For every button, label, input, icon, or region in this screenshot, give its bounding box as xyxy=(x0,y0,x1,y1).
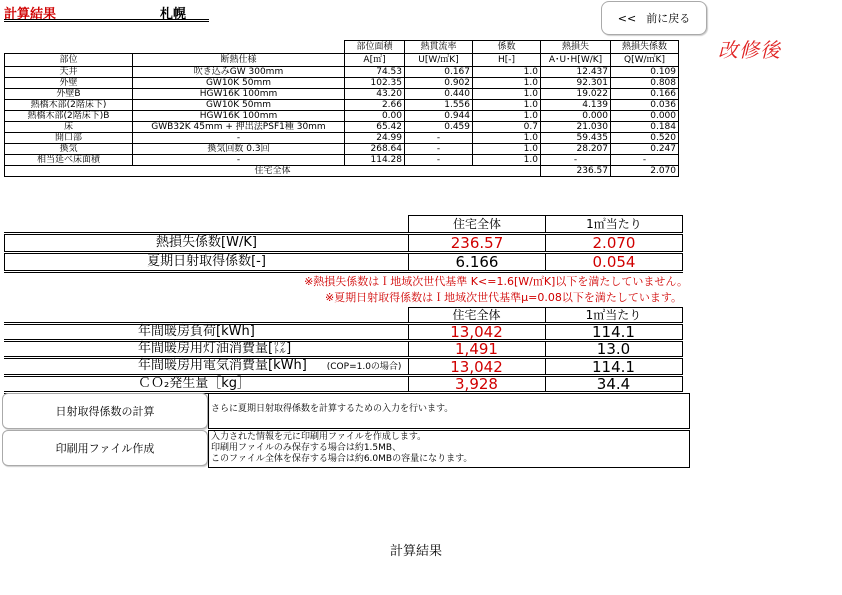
table-cell: 268.64 xyxy=(345,144,405,155)
table-cell: HGW16K 100mm xyxy=(133,111,345,122)
col-header: 断熱仕様 xyxy=(133,54,345,67)
energy-row xyxy=(4,358,682,376)
energy-label-cell xyxy=(4,341,408,358)
energy-total: 13,042 xyxy=(408,324,545,341)
col-header: 1㎡当たり xyxy=(546,216,683,234)
table-cell: 吹き込みGW 300mm xyxy=(133,67,345,78)
revised-mark: 改修後 xyxy=(718,38,781,62)
summary-per-m2: 0.054 xyxy=(546,253,683,272)
table-cell: 74.53 xyxy=(345,67,405,78)
total-coef: 2.070 xyxy=(611,166,679,177)
table-row xyxy=(5,78,679,89)
energy-per_m2: 34.4 xyxy=(545,376,682,393)
table-cell: 43.20 xyxy=(345,89,405,100)
table-cell: 0.440 xyxy=(405,89,473,100)
table-cell: HGW16K 100mm xyxy=(133,89,345,100)
table-cell: 12.437 xyxy=(541,67,611,78)
table-cell: 1.0 xyxy=(473,89,541,100)
energy-table xyxy=(4,307,683,394)
col-header: 1㎡当たり xyxy=(545,308,682,324)
table-cell: 0.459 xyxy=(405,122,473,133)
col-header: A･U･H[W/K] xyxy=(541,54,611,67)
energy-label: 年間暖房負荷[kWh] xyxy=(138,324,255,339)
table-cell: 1.556 xyxy=(405,100,473,111)
table-cell: 0.902 xyxy=(405,78,473,89)
table-cell: 0.000 xyxy=(611,111,679,122)
table-cell: 相当延べ床面積 xyxy=(5,155,133,166)
table-cell: 0.000 xyxy=(541,111,611,122)
table-cell: 換気 xyxy=(5,144,133,155)
table-cell: 熱橋木部(2階床下) xyxy=(5,100,133,111)
table-cell: - xyxy=(611,155,679,166)
desc-line: さらに夏期日射取得係数を計算するための入力を行います。 xyxy=(211,404,454,414)
total-label: 住宅全体 xyxy=(5,166,541,177)
table-cell: - xyxy=(541,155,611,166)
table-cell: 0.166 xyxy=(611,89,679,100)
table-cell: 1.0 xyxy=(473,111,541,122)
energy-label-cell xyxy=(4,324,408,341)
table-cell: 1.0 xyxy=(473,133,541,144)
back-button-label: 前に戻る xyxy=(646,12,691,25)
table-cell: 0.520 xyxy=(611,133,679,144)
table-cell: GWB32K 45mm + 押出法PSF1種 30mm xyxy=(133,122,345,133)
col-header: 熱貫流率 xyxy=(405,41,473,54)
table-row xyxy=(5,89,679,100)
table-cell: 102.35 xyxy=(345,78,405,89)
energy-row xyxy=(4,341,682,358)
energy-per_m2: 13.0 xyxy=(545,341,682,358)
energy-label: 年間暖房用灯油消費量[㍑] xyxy=(138,341,292,356)
summary-label: 熱損失係数[W/K] xyxy=(5,234,409,253)
energy-sublabel: (COP=1.0の場合) xyxy=(326,362,402,372)
col-header: 住宅全体 xyxy=(409,216,546,234)
table-cell: 0.184 xyxy=(611,122,679,133)
table-cell: 1.0 xyxy=(473,78,541,89)
table-row xyxy=(5,100,679,111)
energy-per_m2: 114.1 xyxy=(545,358,682,376)
back-button[interactable] xyxy=(601,1,707,35)
col-header: 熱損失係数 xyxy=(611,41,679,54)
total-row xyxy=(5,166,679,177)
energy-label-cell xyxy=(4,358,408,376)
desc-line: 入力された情報を元に印刷用ファイルを作成します。 xyxy=(211,432,427,442)
col-header: H[-] xyxy=(473,54,541,67)
warning-note: ※熱損失係数はＩ地域次世代基準 K<=1.6[W/㎡K]以下を満たしていません。 xyxy=(304,275,688,288)
table-cell: 外壁 xyxy=(5,78,133,89)
table-cell: - xyxy=(405,133,473,144)
table-cell: 21.030 xyxy=(541,122,611,133)
table-cell: - xyxy=(405,155,473,166)
table-cell: 0.808 xyxy=(611,78,679,89)
table-row xyxy=(5,122,679,133)
desc-line: 印刷用ファイルのみ保存する場合は約1.5MB、 xyxy=(211,443,402,453)
table-cell: 0.036 xyxy=(611,100,679,111)
table-row xyxy=(5,111,679,122)
table-cell: 59.435 xyxy=(541,133,611,144)
table-header-bottom xyxy=(5,54,679,67)
summary-total: 6.166 xyxy=(409,253,546,272)
print-file-desc xyxy=(208,430,690,468)
print-file-button[interactable]: 印刷用ファイル作成 xyxy=(2,430,208,466)
summary-table xyxy=(4,215,683,273)
summary-row xyxy=(5,253,683,272)
table-cell: GW10K 50mm xyxy=(133,78,345,89)
col-header: Q[W/㎡K] xyxy=(611,54,679,67)
solar-gain-calc-button[interactable]: 日射取得係数の計算 xyxy=(2,393,208,429)
table-cell: 0.00 xyxy=(345,111,405,122)
table-cell: 24.99 xyxy=(345,133,405,144)
col-header: A[㎡] xyxy=(345,54,405,67)
energy-row xyxy=(4,376,682,393)
table-cell: 1.0 xyxy=(473,100,541,111)
table-row xyxy=(5,133,679,144)
table-cell: 0.247 xyxy=(611,144,679,155)
table-cell: 0.944 xyxy=(405,111,473,122)
summary-total: 236.57 xyxy=(409,234,546,253)
col-header: 部位 xyxy=(5,54,133,67)
col-header: 係数 xyxy=(473,41,541,54)
table-header-top xyxy=(5,41,679,54)
table-cell: 1.0 xyxy=(473,67,541,78)
col-header: U[W/㎡K] xyxy=(405,54,473,67)
table-cell: 114.28 xyxy=(345,155,405,166)
summary-label: 夏期日射取得係数[-] xyxy=(5,253,409,272)
table-cell: 床 xyxy=(5,122,133,133)
table-cell: 65.42 xyxy=(345,122,405,133)
col-header: 熱損失 xyxy=(541,41,611,54)
table-cell: 0.167 xyxy=(405,67,473,78)
table-cell: 1.0 xyxy=(473,155,541,166)
energy-label: ＣＯ₂発生量［kg］ xyxy=(138,376,250,391)
table-cell: 0.109 xyxy=(611,67,679,78)
energy-per_m2: 114.1 xyxy=(545,324,682,341)
table-cell: 19.022 xyxy=(541,89,611,100)
energy-label: 年間暖房用電気消費量[kWh] xyxy=(138,358,307,373)
table-cell: 92.301 xyxy=(541,78,611,89)
col-header: 住宅全体 xyxy=(408,308,545,324)
table-cell: GW10K 50mm xyxy=(133,100,345,111)
table-cell: 0.7 xyxy=(473,122,541,133)
summary-row xyxy=(5,234,683,253)
sheet-name: 計算結果 xyxy=(390,544,443,559)
heat-loss-detail-table xyxy=(4,40,679,177)
summary-per-m2: 2.070 xyxy=(546,234,683,253)
table-cell: 2.66 xyxy=(345,100,405,111)
table-cell: 1.0 xyxy=(473,144,541,155)
solar-gain-calc-desc xyxy=(208,393,690,429)
city-name: 札幌 xyxy=(160,7,187,22)
energy-row xyxy=(4,324,682,341)
table-cell: 外壁B xyxy=(5,89,133,100)
energy-total: 1,491 xyxy=(408,341,545,358)
energy-label-cell xyxy=(4,376,408,393)
table-row xyxy=(5,67,679,78)
energy-total: 13,042 xyxy=(408,358,545,376)
page-title: 計算結果 xyxy=(4,7,57,22)
desc-line: このファイル全体を保存する場合は約6.0MBの容量になります。 xyxy=(211,454,473,464)
double-chevron-left-icon: << xyxy=(617,11,637,25)
table-cell: 開口部 xyxy=(5,133,133,144)
energy-total: 3,928 xyxy=(408,376,545,393)
table-cell: 換気回数 0.3回 xyxy=(133,144,345,155)
table-row xyxy=(5,155,679,166)
table-cell: 熱橋木部(2階床下)B xyxy=(5,111,133,122)
info-note: ※夏期日射取得係数はＩ地域次世代基準μ=0.08以下を満たしています。 xyxy=(324,291,682,304)
table-cell: 4.139 xyxy=(541,100,611,111)
table-row xyxy=(5,144,679,155)
table-cell: 天井 xyxy=(5,67,133,78)
title-underline xyxy=(4,19,209,22)
table-cell: - xyxy=(405,144,473,155)
total-heat-loss: 236.57 xyxy=(541,166,611,177)
col-header: 部位面積 xyxy=(345,41,405,54)
table-cell: - xyxy=(133,133,345,144)
table-cell: 28.207 xyxy=(541,144,611,155)
table-cell: - xyxy=(133,155,345,166)
